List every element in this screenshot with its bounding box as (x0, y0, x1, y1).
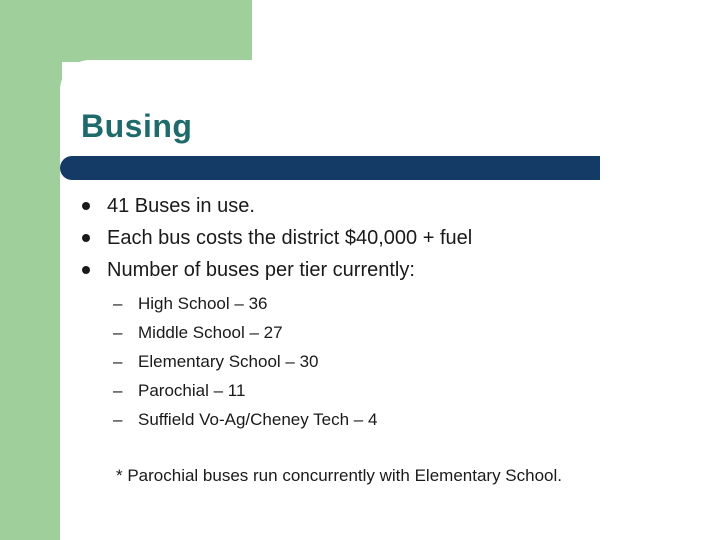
dash-icon: – (113, 294, 123, 313)
footnote: * Parochial buses run concurrently with Elementary School. (116, 466, 562, 485)
dash-icon: – (113, 323, 123, 342)
sub-bullet-text: Parochial – 11 (138, 381, 246, 400)
sub-bullet-text: Elementary School – 30 (138, 352, 319, 371)
slide-title: Busing (81, 108, 193, 144)
bullet-dot-icon (82, 202, 90, 210)
bullet-text: 41 Buses in use. (107, 195, 255, 217)
bullet-text: Each bus costs the district $40,000 + fuel (107, 227, 473, 249)
bullet-dot-icon (82, 234, 90, 242)
sub-bullet-text: Suffield Vo-Ag/Cheney Tech – 4 (138, 410, 378, 429)
title-underline-bar (60, 156, 600, 180)
dash-icon: – (113, 381, 123, 400)
sub-bullet-text: Middle School – 27 (138, 323, 283, 342)
bullet-dot-icon (82, 266, 90, 274)
sub-bullet-text: High School – 36 (138, 294, 268, 313)
bullet-text: Number of buses per tier currently: (107, 259, 415, 281)
dash-icon: – (113, 410, 123, 429)
dash-icon: – (113, 352, 123, 371)
decorative-green-strip (0, 0, 62, 540)
